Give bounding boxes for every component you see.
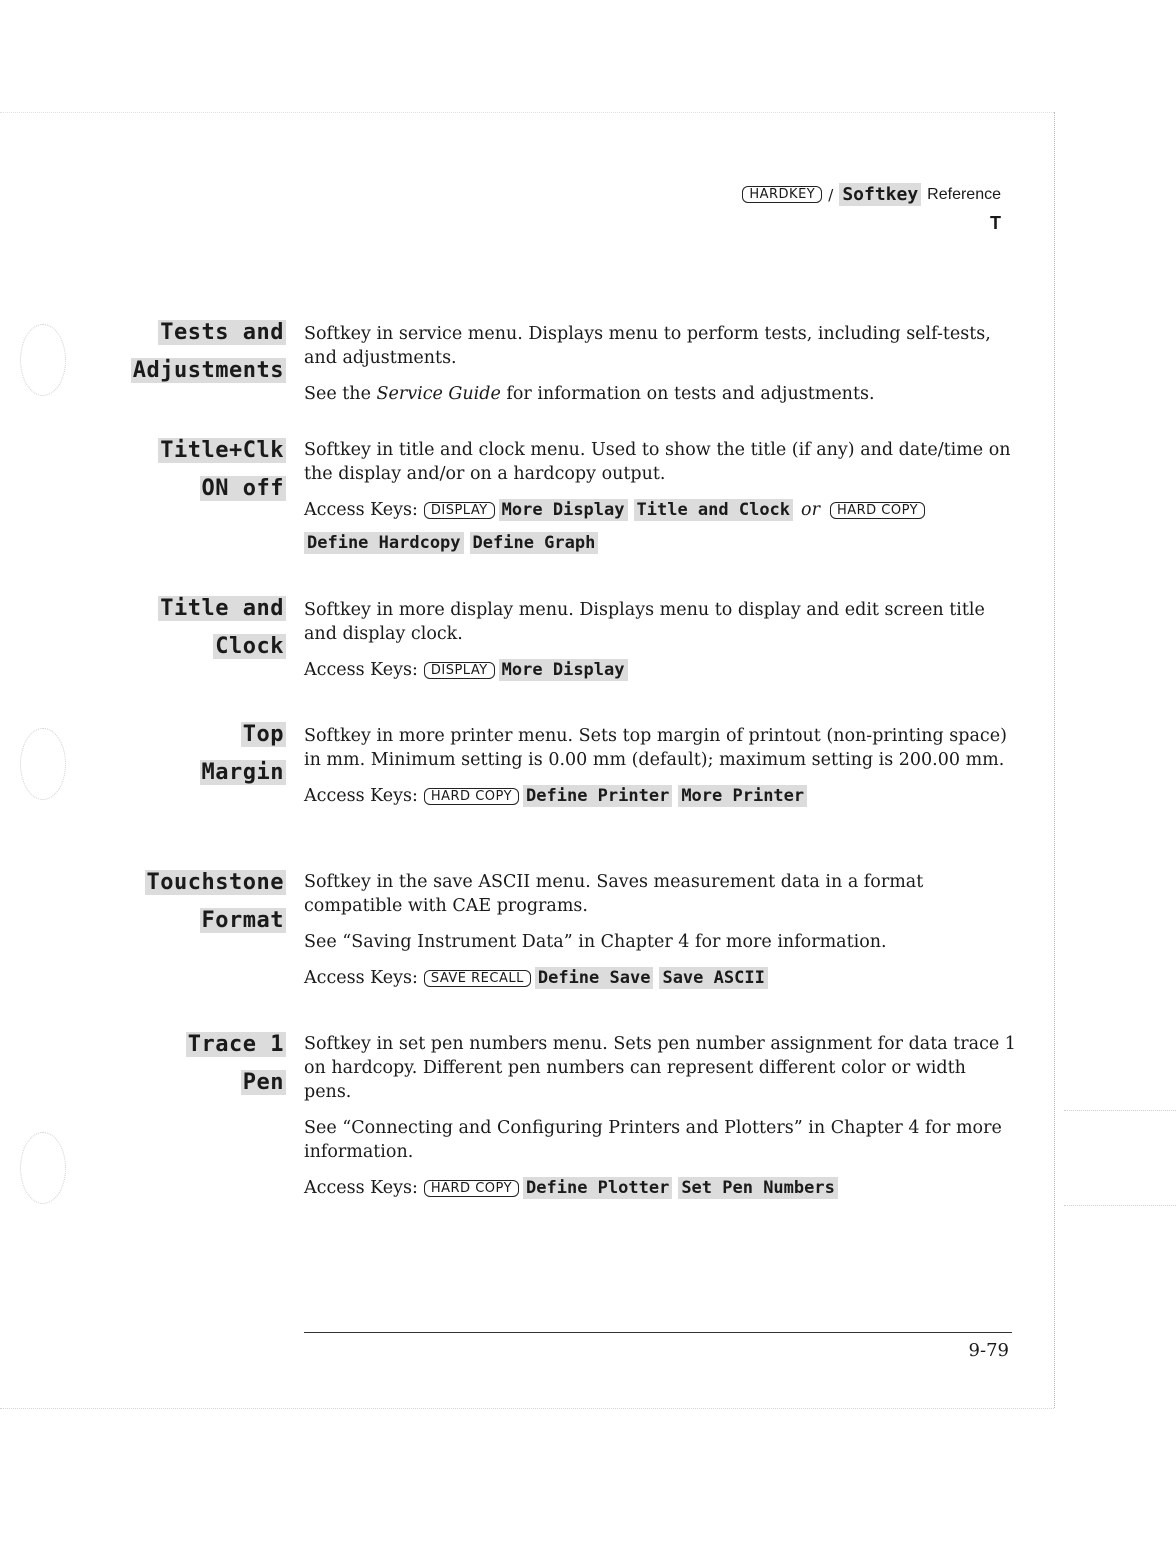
softkey-title-and-clock: Title and Clock [634, 499, 794, 521]
see-prefix: See the [304, 384, 377, 404]
description-paragraph: Softkey in title and clock menu. Used to show the title (if any) and date/time on the display and/or on a hardcopy output. [304, 440, 1011, 484]
header-separator: / [828, 185, 834, 204]
page-number: 9-79 [968, 1340, 1009, 1361]
entry-description [304, 1032, 1016, 1205]
hardkey-display: DISPLAY [424, 502, 495, 519]
entry-description [304, 438, 1016, 559]
hardkey-display: DISPLAY [424, 662, 495, 679]
hardkey-hard-copy: HARD COPY [424, 1180, 519, 1197]
header-softkey: Softkey [839, 183, 921, 206]
hardkey-hard-copy: HARD COPY [830, 502, 925, 519]
softkey-define-hardcopy: Define Hardcopy [304, 532, 464, 554]
term-line: Margin [201, 760, 284, 785]
term-line: Tests and [160, 320, 284, 345]
hardkey-hard-copy: HARD COPY [424, 788, 519, 805]
description-paragraph: See “Connecting and Configuring Printers and Plotters” in Chapter 4 for more information. [304, 1118, 1002, 1162]
softkey-more-display: More Display [499, 499, 628, 521]
term-line: Top [242, 722, 284, 747]
softkey-define-plotter: Define Plotter [523, 1177, 672, 1199]
scan-edge-line [1064, 1110, 1176, 1111]
access-keys-label: Access Keys: [304, 660, 418, 680]
entry-term [0, 590, 286, 666]
punch-hole [20, 1132, 66, 1204]
softkey-set-pen-numbers: Set Pen Numbers [678, 1177, 838, 1199]
softkey-define-printer: Define Printer [523, 785, 672, 807]
description-paragraph: Softkey in service menu. Displays menu to perform tests, including self-tests, and adjustments. [304, 324, 991, 368]
term-line: Clock [215, 634, 284, 659]
access-keys [304, 962, 1016, 995]
entry-term [0, 716, 286, 792]
description-paragraph: Softkey in more printer menu. Sets top margin of printout (non-printing space) in mm. Minimum setting is 0.00 mm (default); maximum setting is 200.00 mm. [304, 726, 1007, 770]
access-keys [304, 654, 1016, 687]
description-paragraph: Softkey in the save ASCII menu. Saves measurement data in a format compatible with CAE programs. [304, 872, 924, 916]
term-line: Adjustments [132, 358, 284, 383]
term-line: Title+Clk [160, 438, 284, 463]
softkey-more-printer: More Printer [678, 785, 807, 807]
term-line: Trace 1 [187, 1032, 284, 1057]
see-reference [304, 382, 1016, 406]
term-line: Pen [242, 1070, 284, 1095]
hardkey-save-recall: SAVE RECALL [424, 970, 531, 987]
term-line: Format [201, 908, 284, 933]
page-border-bottom [0, 1408, 1054, 1409]
header-reference: Reference [927, 185, 1001, 203]
footer-rule [304, 1332, 1012, 1333]
term-line: Title and [160, 596, 284, 621]
softkey-save-ascii: Save ASCII [659, 967, 767, 989]
entry-description [304, 598, 1016, 687]
entry-description [304, 870, 1016, 995]
softkey-define-graph: Define Graph [470, 532, 599, 554]
see-suffix: for information on tests and adjustments. [500, 384, 875, 404]
entry-term [0, 432, 286, 508]
access-keys-label: Access Keys: [304, 1178, 418, 1198]
description-paragraph: Softkey in more display menu. Displays menu to display and edit screen title and display clock. [304, 600, 985, 644]
section-letter: T [990, 213, 1001, 233]
see-title: Service Guide [376, 384, 501, 404]
access-keys-label: Access Keys: [304, 786, 418, 806]
softkey-more-display: More Display [499, 659, 628, 681]
access-keys [304, 780, 1016, 813]
running-header [742, 183, 1001, 206]
or-text: or [801, 500, 820, 520]
entry-description [304, 724, 1016, 813]
access-keys-label: Access Keys: [304, 968, 418, 988]
entry-term [0, 1026, 286, 1102]
page-border-top [0, 112, 1054, 113]
header-hardkey: HARDKEY [742, 186, 822, 203]
description-paragraph: Softkey in set pen numbers menu. Sets pen number assignment for data trace 1 on hardcopy. Different pen numbers can represent different color or width pens. [304, 1034, 1016, 1102]
access-keys [304, 494, 1016, 559]
entry-term [0, 314, 286, 390]
scan-edge-line [1064, 1205, 1176, 1206]
entry-term [0, 864, 286, 940]
access-keys-label: Access Keys: [304, 500, 418, 520]
term-line: Touchstone [146, 870, 284, 895]
term-line: ON off [201, 476, 284, 501]
entry-description [304, 322, 1016, 406]
softkey-define-save: Define Save [535, 967, 654, 989]
access-keys [304, 1172, 1016, 1205]
page-border-right [1054, 112, 1055, 1408]
description-paragraph: See “Saving Instrument Data” in Chapter 4 for more information. [304, 932, 887, 952]
